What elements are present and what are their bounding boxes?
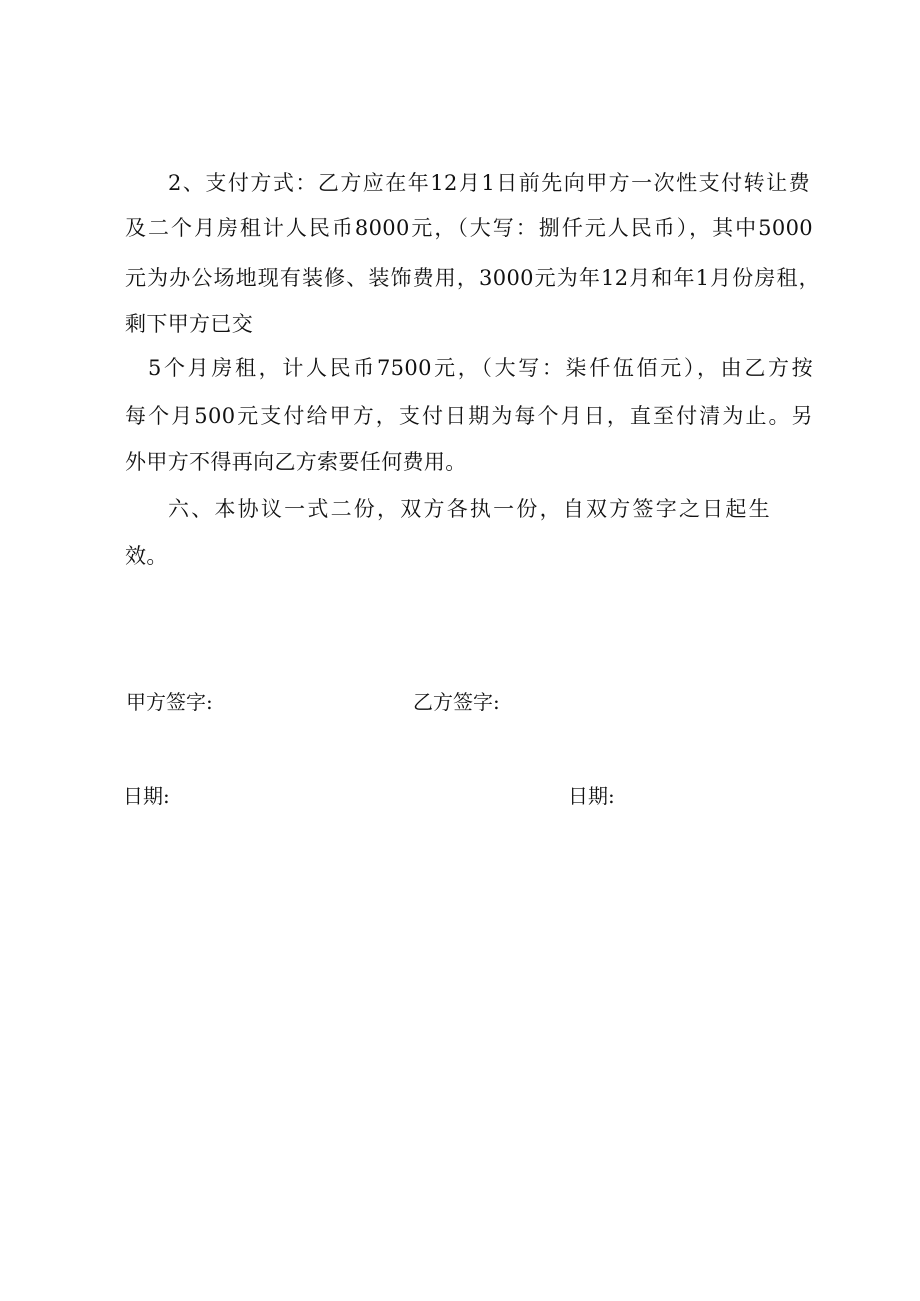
payment-line-3: 元为办公场地现有装修、装饰费用，3000元为年12月和年1月份房租， (125, 266, 820, 290)
party-a-signature-label: 甲方签字: (126, 690, 213, 714)
party-a-date-label: 日期: (123, 784, 170, 808)
remaining-line-3: 外甲方不得再向乙方索要任何费用。 (125, 450, 467, 474)
copies-line-2: 效。 (125, 544, 168, 568)
copies-line-1: 六、本协议一式二份，双方各执一份，自双方签字之日起生 (168, 497, 770, 521)
party-b-date-label: 日期: (568, 784, 615, 808)
payment-line-2: 及二个月房租计人民币8000元，（大写：捌仟元人民币），其中5000 (125, 216, 813, 240)
party-b-signature-label: 乙方签字: (413, 690, 500, 714)
payment-line-4: 剩下甲方已交 (125, 312, 254, 336)
remaining-line-1: 5个月房租，计人民币7500元，（大写：柒仟伍佰元），由乙方按 (148, 356, 813, 380)
remaining-line-2: 每个月500元支付给甲方，支付日期为每个月日，直至付清为止。另 (125, 404, 813, 428)
payment-line-1: 2、支付方式：乙方应在年12月1日前先向甲方一次性支付转让费 (168, 171, 810, 195)
